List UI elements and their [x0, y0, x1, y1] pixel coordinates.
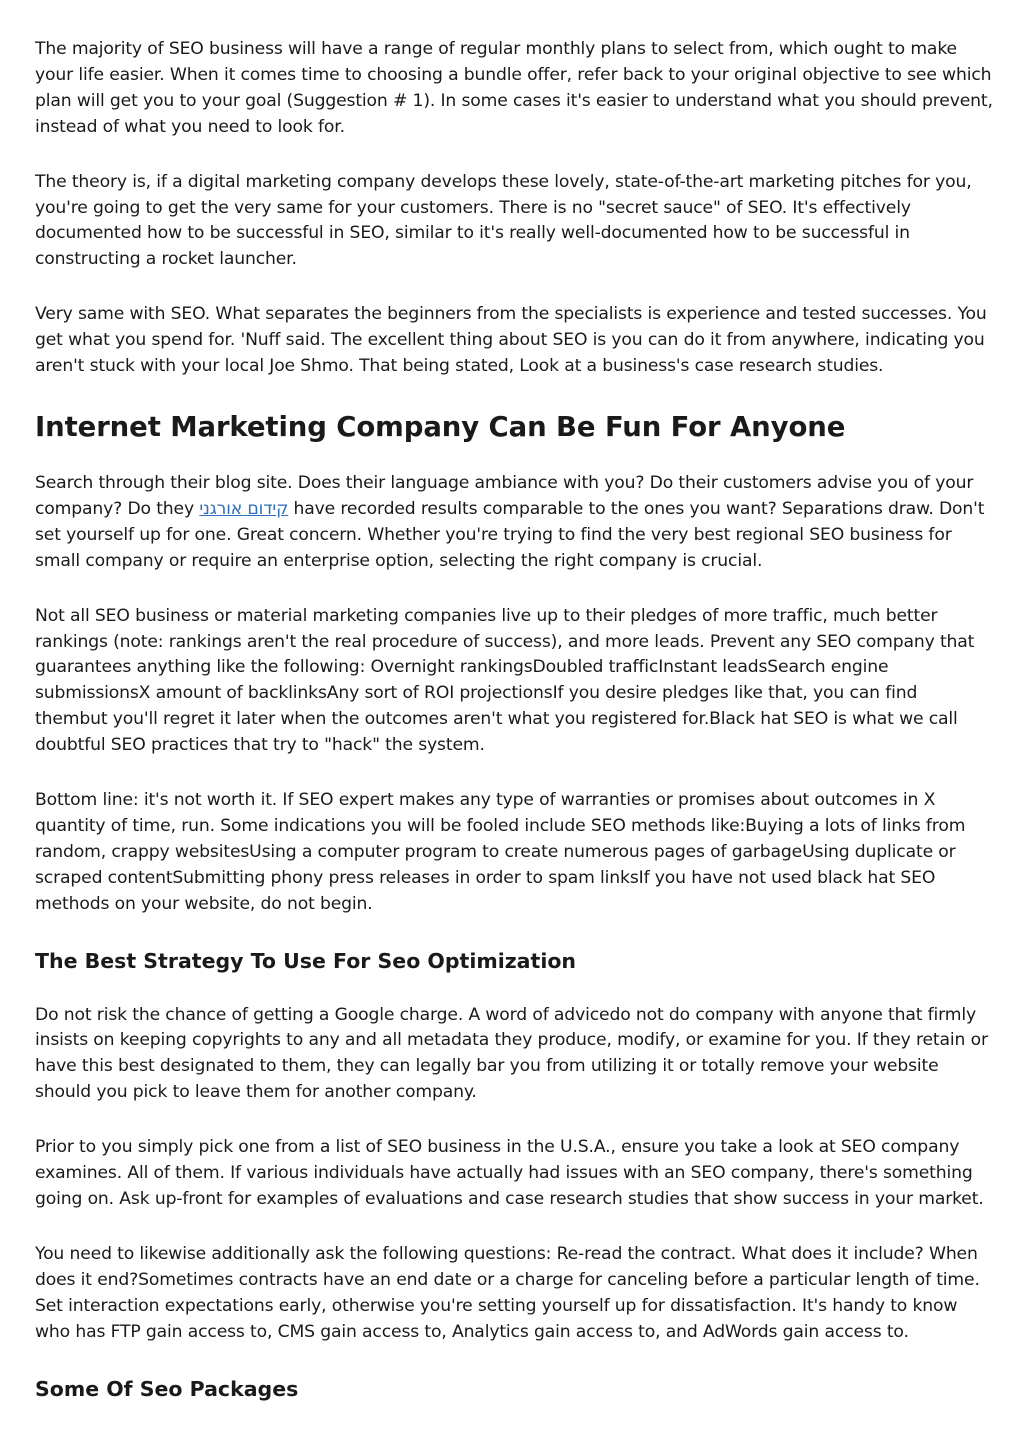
paragraph: Do not risk the chance of getting a Google charge. A word of advicedo not do company with anyone that firmly insists on keeping copyrights to any and all metadata they produce, modify, or examine for you. If they retain or have this best designated to them, they can legally bar you from utilizing it or totally remove your website should you pick to leave them for another company. [35, 1004, 988, 1103]
subsection-heading: Some Of Seo Packages [35, 1376, 299, 1401]
paragraph: Not all SEO business or material marketing companies live up to their pledges of more traffic, much better rankings (note: rankings aren't the real procedure of success), and more leads. Prevent any SEO company that guarantees anything like the following: Overnight rankingsDoubled trafficInstant leadsSearch engine submissionsX amount of backlinksAny sort of ROI projectionsIf you desire pledges like that, you can find thembut you'll regret it later when the outcomes aren't what you registered for.Black hat SEO is what we call doubtful SEO practices that try to "hack" the system. [35, 605, 975, 756]
subsection-heading: The Best Strategy To Use For Seo Optimization [35, 948, 577, 973]
paragraph-text: Search through their blog site. Does their language ambiance with you? Do their customers advise you of your company? Do they [35, 472, 974, 519]
paragraph: The majority of SEO business will have a range of regular monthly plans to select from, which ought to make your life easier. When it comes time to choosing a bundle offer, refer back to your original objective to see which plan will get you to your goal (Suggestion # 1). In some cases it's easier to understand what you should prevent, instead of what you need to look for. [35, 39, 993, 137]
paragraph: You need to likewise additionally ask the following questions: Re-read the contract. What does it include? When does it end?Sometimes contracts have an end date or a charge for canceling before a particular length of time. Set interaction expectations early, otherwise you're setting yourself up for dissatisfaction. It's handy to know who has FTP gain access to, CMS gain access to, Analytics gain access to, and AdWords gain access to. [35, 1243, 980, 1342]
paragraph: The theory is, if a digital marketing company develops these lovely, state-of-the-art marketing pitches for you, you're going to get the very same for your customers. There is no "secret sauce" of SEO. It's effectively documented how to be successful in SEO, similar to it's really well-documented how to be successful in constructing a rocket launcher. [35, 171, 972, 270]
paragraph-with-link [35, 471, 994, 575]
section-heading: Internet Marketing Company Can Be Fun For Anyone [35, 410, 846, 443]
hebrew-link[interactable]: קידום אורגני [199, 498, 289, 519]
paragraph: Prior to you simply pick one from a list of SEO business in the U.S.A., ensure you take a look at SEO company examines. All of them. If various individuals have actually had issues with an SEO company, there's something going on. Ask up-front for examples of evaluations and case research studies that show success in your market. [35, 1137, 984, 1209]
paragraph: Very same with SEO. What separates the beginners from the specialists is experience and tested successes. You get what you spend for. 'Nuff said. The excellent thing about SEO is you can do it from anywhere, indicating you aren't stuck with your local Joe Shmo. That being stated, Look at a business's case research studies. [35, 304, 987, 377]
paragraph-text: have recorded results comparable to the ones you want? Separations draw. Don't set yourself up for one. Great concern. Whether you're trying to find the very best regional SEO business for small company or require an enterprise option, selecting the right company is crucial. [35, 498, 985, 571]
paragraph: Bottom line: it's not worth it. If SEO expert makes any type of warranties or promises about outcomes in X quantity of time, run. Some indications you will be fooled include SEO methods like:Buying a lots of links from random, crappy websitesUsing a computer program to create numerous pages of garbageUsing duplicate or scraped contentSubmitting phony press releases in order to spam linksIf you have not used black hat SEO methods on your website, do not begin. [35, 790, 966, 914]
